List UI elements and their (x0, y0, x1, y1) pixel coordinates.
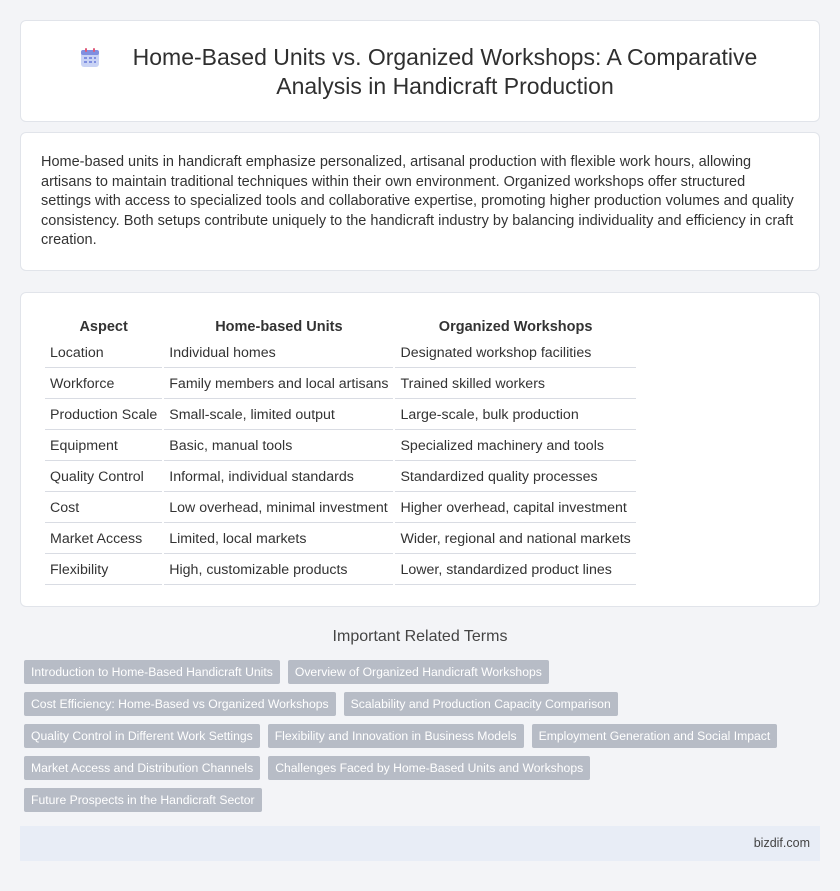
table-header-home-based: Home-based Units (215, 319, 343, 335)
related-term-link[interactable]: Challenges Faced by Home-Based Units and Workshops (268, 756, 590, 780)
table-cell: Higher overhead, capital investment (395, 494, 635, 523)
footer (20, 826, 820, 861)
related-term-link[interactable]: Scalability and Production Capacity Comparison (344, 692, 618, 716)
table-row (45, 401, 636, 430)
table-cell: Informal, individual standards (164, 463, 393, 492)
title-row (21, 43, 819, 101)
related-term-link[interactable]: Employment Generation and Social Impact (532, 724, 778, 748)
table-row (45, 370, 636, 399)
table-cell: High, customizable products (164, 556, 393, 585)
table-row (45, 494, 636, 523)
table-cell: Wider, regional and national markets (395, 525, 635, 554)
header-card (20, 20, 820, 122)
table-cell: Designated workshop facilities (395, 339, 635, 368)
tag-row (24, 788, 824, 812)
related-term-link[interactable]: Introduction to Home-Based Handicraft Units (24, 660, 280, 684)
table-cell: Low overhead, minimal investment (164, 494, 393, 523)
related-terms-list (24, 660, 824, 820)
footer-site-link[interactable]: bizdif.com (753, 836, 810, 850)
table-cell: Limited, local markets (164, 525, 393, 554)
related-terms-title: Important Related Terms (332, 628, 508, 645)
page-title: Home-Based Units vs. Organized Workshops: A Comparative Analysis in Handicraft Production (132, 44, 758, 99)
table-cell: Lower, standardized product lines (395, 556, 635, 585)
table-row (45, 339, 636, 368)
table-row (45, 432, 636, 461)
table-row (45, 525, 636, 554)
table-cell: Individual homes (164, 339, 393, 368)
table-cell: Standardized quality processes (395, 463, 635, 492)
related-term-link[interactable]: Future Prospects in the Handicraft Sector (24, 788, 262, 812)
related-term-link[interactable]: Quality Control in Different Work Settings (24, 724, 260, 748)
table-cell: Equipment (45, 432, 162, 461)
table-header-row (45, 315, 636, 337)
table-cell: Quality Control (45, 463, 162, 492)
comparison-table (43, 313, 638, 587)
table-cell: Market Access (45, 525, 162, 554)
table-header-aspect: Aspect (79, 319, 128, 335)
related-term-link[interactable]: Flexibility and Innovation in Business Models (268, 724, 524, 748)
table-cell: Workforce (45, 370, 162, 399)
table-cell: Specialized machinery and tools (395, 432, 635, 461)
related-term-link[interactable]: Overview of Organized Handicraft Workshops (288, 660, 549, 684)
table-cell: Basic, manual tools (164, 432, 393, 461)
tag-row (24, 660, 824, 684)
table-cell: Cost (45, 494, 162, 523)
table-cell: Family members and local artisans (164, 370, 393, 399)
calendar-icon (79, 47, 101, 69)
tag-row (24, 756, 824, 780)
tag-row (24, 724, 824, 748)
intro-card (20, 132, 820, 271)
table-header-organized: Organized Workshops (438, 319, 593, 335)
tag-row (24, 692, 824, 716)
table-row (45, 556, 636, 585)
related-term-link[interactable]: Cost Efficiency: Home-Based vs Organized Workshops (24, 692, 336, 716)
table-row (45, 463, 636, 492)
table-cell: Large-scale, bulk production (395, 401, 635, 430)
table-cell: Flexibility (45, 556, 162, 585)
table-cell: Production Scale (45, 401, 162, 430)
intro-text: Home-based units in handicraft emphasize personalized, artisanal production with flexible work hours, allowing artisans to maintain traditional techniques within their own environment. Organized workshops offer structured settings with access to specialized tools and collaborative expertise, promoting higher production volumes and quality consistency. Both setups contribute uniquely to the handicraft industry by balancing individuality and efficiency in craft creation. (41, 154, 794, 249)
comparison-table-card (20, 292, 820, 607)
related-term-link[interactable]: Market Access and Distribution Channels (24, 756, 260, 780)
table-cell: Trained skilled workers (395, 370, 635, 399)
table-cell: Location (45, 339, 162, 368)
table-cell: Small-scale, limited output (164, 401, 393, 430)
